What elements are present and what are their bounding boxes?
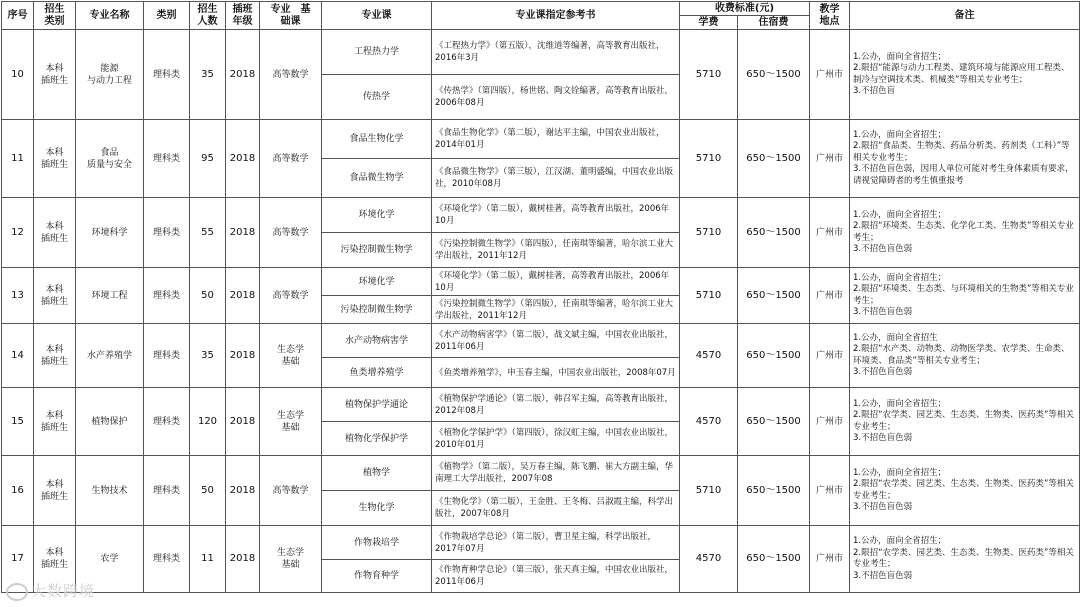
row-seq: 11 [2,120,34,198]
row-reference-book: 《环境化学》（第二版），戴树桂著，高等教育出版社，2006年10月 [432,268,680,296]
row-basic-course: 生态学 基础 [260,526,322,593]
row-type: 本科 插班生 [34,456,76,526]
row-reference-book: 《植物化学保护学》（第四版），徐汉虹主编，中国农业出版社，2010年01月 [432,422,680,456]
row-course: 环境化学 [322,198,432,233]
row-grade: 2018 [226,526,260,593]
row-reference-book: 《鱼类增养殖学》，申玉春主编，中国农业出版社，2008年07月 [432,358,680,388]
row-major: 农学 [76,526,144,593]
table-row [2,268,1080,296]
row-grade: 2018 [226,268,260,324]
row-course: 植物化学保护学 [322,422,432,456]
row-remark: 1.公办，面向全省招生 2.限招“水产类、动物类、动物医学类、农学类、生命类、环境类、食品类”等相关专业考生； 3.不招色盲色弱 [850,324,1080,388]
row-seq: 17 [2,526,34,593]
row-seq: 14 [2,324,34,388]
row-quota: 50 [190,268,226,324]
row-reference-book: 《水产动物病害学》（第二版），战文斌主编，中国农业出版社，2011年06月 [432,324,680,358]
row-tuition: 4570 [680,324,738,388]
row-category: 理科类 [144,30,190,120]
header-tuition: 学费 [680,16,738,30]
watermark-text: 大数跨境 [31,582,96,600]
row-course: 水产动物病害学 [322,324,432,358]
row-reference-book: 《作物栽培学总论》（第二版），曹卫星主编，科学出版社，2017年07月 [432,526,680,560]
row-reference-book: 《生物化学》（第二版），王金胜、王冬梅、吕淑霞主编，科学出版社，2007年08月 [432,491,680,526]
row-reference-book: 《污染控制微生物学》（第四版），任南琪等编著，哈尔滨工业大学出版社，2011年12月 [432,296,680,324]
row-quota: 120 [190,388,226,456]
row-type: 本科 插班生 [34,388,76,456]
row-reference-book: 《植物保护学通论》（第二版），韩召军主编，高等教育出版社，2012年08月 [432,388,680,422]
row-basic-course: 高等数学 [260,456,322,526]
row-quota: 35 [190,30,226,120]
row-lodging: 650～1500 [738,268,810,324]
row-reference-book: 《传热学》（第四版），杨世铭、陶文铨编著，高等教育出版社，2006年08月 [432,75,680,120]
row-basic-course: 生态学 基础 [260,388,322,456]
header-remark: 备注 [850,2,1080,30]
row-location: 广州市 [810,324,850,388]
row-course: 污染控制微生物学 [322,296,432,324]
header-category: 类别 [144,2,190,30]
table-row [2,388,1080,422]
row-category: 理科类 [144,198,190,268]
row-category: 理科类 [144,120,190,198]
row-basic-course: 高等数学 [260,120,322,198]
header-basic: 专业 基 础课 [260,2,322,30]
row-major: 食品 质量与安全 [76,120,144,198]
row-category: 理科类 [144,388,190,456]
header-grade: 插班 年级 [226,2,260,30]
header-seq: 序号 [2,2,34,30]
row-location: 广州市 [810,388,850,456]
header-lodging: 住宿费 [738,16,810,30]
row-location: 广州市 [810,198,850,268]
row-lodging: 650～1500 [738,120,810,198]
row-lodging: 650～1500 [738,324,810,388]
row-major: 生物技术 [76,456,144,526]
row-remark: 1.公办，面向全省招生； 2.限招“农学类、园艺类、生态类、生物类、医药类”等相关专业考生； 3.不招色盲色弱 [850,388,1080,456]
row-quota: 11 [190,526,226,593]
row-grade: 2018 [226,30,260,120]
row-major: 能源 与动力工程 [76,30,144,120]
row-course: 生物化学 [322,491,432,526]
row-remark: 1.公办，面向全省招生； 2.限招“食品类、生物类、药品分析类、药剂类（工科）”等相关专业考生； 3.不招色盲色弱，因用人单位可能对考生身体素质有要求，请视觉障碍者的考生慎重报考 [850,120,1080,198]
row-seq: 13 [2,268,34,324]
row-major: 环境工程 [76,268,144,324]
row-course: 污染控制微生物学 [322,233,432,268]
row-major: 植物保护 [76,388,144,456]
row-course: 传热学 [322,75,432,120]
row-tuition: 4570 [680,388,738,456]
row-quota: 35 [190,324,226,388]
row-remark: 1.公办，面向全省招生； 2.限招“环境类、生态类、与环境相关的生物类”等相关专业考生； 3.不招色盲色弱 [850,268,1080,324]
row-reference-book: 《作物育种学总论》（第三版），张天真主编，中国农业出版社，2011年06月 [432,560,680,593]
row-quota: 55 [190,198,226,268]
row-category: 理科类 [144,456,190,526]
row-grade: 2018 [226,120,260,198]
row-type: 本科 插班生 [34,30,76,120]
row-lodging: 650～1500 [738,30,810,120]
row-grade: 2018 [226,198,260,268]
row-reference-book: 《食品生物化学》（第二版），谢达平主编，中国农业出版社，2014年01月 [432,120,680,159]
row-tuition: 4570 [680,526,738,593]
table-row [2,324,1080,358]
row-course: 鱼类增养殖学 [322,358,432,388]
row-lodging: 650～1500 [738,526,810,593]
row-seq: 12 [2,198,34,268]
row-location: 广州市 [810,456,850,526]
row-type: 本科 插班生 [34,120,76,198]
row-major: 水产养殖学 [76,324,144,388]
row-type: 本科 插班生 [34,324,76,388]
row-course: 植物学 [322,456,432,491]
row-lodging: 650～1500 [738,198,810,268]
row-grade: 2018 [226,388,260,456]
row-remark: 1.公办，面向全省招生； 2.限招“环境类、生态类、化学化工类、生物类”等相关专业考生； 3.不招色盲色弱 [850,198,1080,268]
row-quota: 50 [190,456,226,526]
header-fee-standard: 收费标准(元) [680,2,810,16]
row-basic-course: 生态学 基础 [260,324,322,388]
row-tuition: 5710 [680,30,738,120]
row-reference-book: 《环境化学》（第二版），戴树桂著，高等教育出版社，2006年10月 [432,198,680,233]
row-reference-book: 《食品微生物学》（第三版），江汉湖、董明盛编，中国农业出版社，2010年08月 [432,159,680,198]
row-basic-course: 高等数学 [260,30,322,120]
table-row [2,456,1080,491]
table-row [2,30,1080,75]
row-location: 广州市 [810,120,850,198]
row-location: 广州市 [810,30,850,120]
row-location: 广州市 [810,268,850,324]
row-major: 环境科学 [76,198,144,268]
row-course: 植物保护学通论 [322,388,432,422]
header-courses: 专业课 [322,2,432,30]
table-row [2,198,1080,233]
row-category: 理科类 [144,268,190,324]
row-course: 作物育种学 [322,560,432,593]
row-seq: 15 [2,388,34,456]
row-course: 环境化学 [322,268,432,296]
row-seq: 16 [2,456,34,526]
header-major: 专业名称 [76,2,144,30]
row-category: 理科类 [144,526,190,593]
row-lodging: 650～1500 [738,388,810,456]
row-reference-book: 《工程热力学》（第五版），沈维道等编著，高等教育出版社，2016年3月 [432,30,680,75]
row-location: 广州市 [810,526,850,593]
row-type: 本科 插班生 [34,198,76,268]
row-grade: 2018 [226,324,260,388]
row-seq: 10 [2,30,34,120]
row-basic-course: 高等数学 [260,268,322,324]
row-course: 作物栽培学 [322,526,432,560]
row-tuition: 5710 [680,198,738,268]
header-quota: 招生 人数 [190,2,226,30]
row-tuition: 5710 [680,456,738,526]
row-remark: 1.公办，面向全省招生； 2.限招“农学类、园艺类、生态类、生物类、医药类”等相关专业考生； 3.不招色盲色弱 [850,456,1080,526]
header-location: 教学 地点 [810,2,850,30]
row-reference-book: 《植物学》（第二版），吴万春主编，陈飞鹏、崔大方副主编，华南理工大学出版社，2007年08 [432,456,680,491]
row-remark: 1.公办，面向全省招生； 2.限招“能源与动力工程类、建筑环境与能源应用工程类、制冷与空调技术类、机械类”等相关专业考生； 3.不招色盲 [850,30,1080,120]
row-category: 理科类 [144,324,190,388]
row-quota: 95 [190,120,226,198]
header-books: 专业课指定参考书 [432,2,680,30]
header-type: 招生 类别 [34,2,76,30]
row-tuition: 5710 [680,120,738,198]
row-lodging: 650～1500 [738,456,810,526]
row-course: 食品生物化学 [322,120,432,159]
table-row [2,120,1080,159]
watermark [6,580,95,601]
watermark-logo-icon [6,583,28,601]
row-remark: 1.公办，面向全省招生； 2.限招“农学类、园艺类、生态类、生物类、医药类”等相关专业考生； 3.不招色盲色弱 [850,526,1080,593]
row-tuition: 5710 [680,268,738,324]
row-type: 本科 插班生 [34,268,76,324]
row-basic-course: 高等数学 [260,198,322,268]
row-course: 工程热力学 [322,30,432,75]
table-row [2,526,1080,560]
row-type: 本科 插班生 [34,526,76,593]
row-grade: 2018 [226,456,260,526]
row-course: 食品微生物学 [322,159,432,198]
admissions-table [1,1,1080,593]
row-reference-book: 《污染控制微生物学》（第四版），任南琪等编著，哈尔滨工业大学出版社，2011年12月 [432,233,680,268]
